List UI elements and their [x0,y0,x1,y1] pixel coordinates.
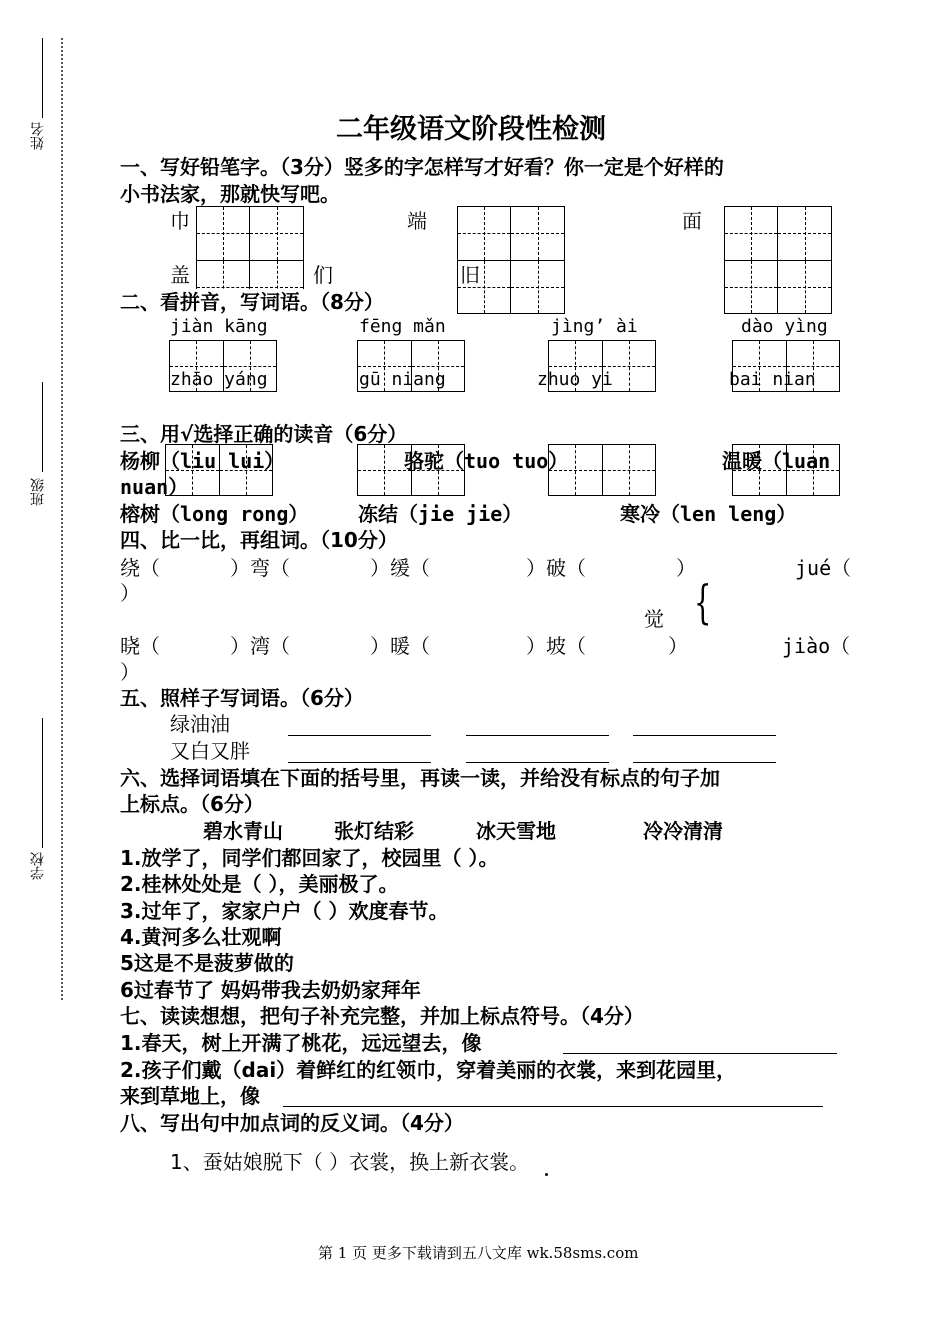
binding-dotted-line [61,38,63,1000]
s6-item-3: 3.过年了，家家户户（ ）欢度春节。 [120,899,449,923]
s5-blank-5[interactable] [466,762,609,763]
s5-example-1: 绿油油 [170,712,230,736]
s5-blank-2[interactable] [466,735,609,736]
s4-r2-xiao: 晓（ [120,634,160,658]
s7-item-1: 1.春天，树上开满了桃花，远远望去，像 [120,1031,482,1055]
s5-heading: 五、照样子写词语。（6分） [120,686,364,710]
page-footer: 第 1 页 更多下载请到五八文库 wk.58sms.com [318,1244,639,1262]
s2-pinyin-4: dào yìng [741,316,828,337]
s2-pinyin-2: fēng mǎn [359,316,446,337]
s4-r2-end: ） [120,660,140,684]
s6-item-1: 1.放学了，同学们都回家了，校园里（ ）。 [120,846,499,870]
s4-r2-jiao: jiào（ [782,634,851,658]
s1-char-men: 们 [313,263,333,287]
s3-option-wennuan-cont: nuan） [120,475,189,499]
s7-heading: 七、读读想想，把句子补充完整，并加上标点符号。（4分） [120,1004,644,1028]
s4-r1-close: ） [676,556,696,580]
name-label: 姓名 [30,122,46,150]
s6-word-4: 冷冷清清 [643,819,723,843]
s6-heading-line2: 上标点。（6分） [120,792,264,816]
s4-r1-end: ） [120,581,140,605]
s3-heading: 三、用√选择正确的读音（6分） [120,422,408,446]
s2-pinyin-7: zhuo yi [537,369,613,390]
s1-writing-grid-3[interactable] [724,206,832,314]
name-underline [42,38,43,118]
s1-char-jiu: 旧 [460,263,480,287]
s4-brace: { [693,575,712,629]
s6-heading-line1: 六、选择词语填在下面的括号里，再读一读，并给没有标点的句子加 [120,766,720,790]
s6-item-6: 6过春节了 妈妈带我去奶奶家拜年 [120,978,421,1002]
s2-pinyin-6: gū niang [359,369,446,390]
s4-r2-close: ） [668,634,688,658]
s3-option-hanleng: 寒冷（len leng） [620,502,797,526]
s3-option-rongshu: 榕树（long rong） [120,502,309,526]
s1-heading-line2: 小书法家，那就快写吧。 [120,182,340,206]
s4-r1-po: ）破（ [526,556,586,580]
s6-word-2: 张灯结彩 [334,819,414,843]
class-label: 班级 [30,478,46,506]
s1-char-gai: 盖 [170,263,190,287]
s1-char-jin: 巾 [170,209,190,233]
s5-example-2: 又白又胖 [170,739,250,763]
s5-blank-4[interactable] [288,762,431,763]
s3-option-wennuan: 温暖（luan [722,449,831,473]
s3-option-yangliu: 杨柳（liu lui） [120,449,285,473]
s7-item-2-line1: 2.孩子们戴（dai）着鲜红的红领巾，穿着美丽的衣裳，来到花园里， [120,1058,737,1082]
s4-r2-nuan: ）暖（ [370,634,430,658]
s1-char-mian: 面 [682,209,702,233]
school-underline [42,718,43,848]
s2-pinyin-1: jiàn kāng [170,316,268,337]
s3-option-dongjie: 冻结（jie jie） [358,502,523,526]
s4-r1-rao: 绕（ [120,556,160,580]
s4-r2-wan: ）湾（ [230,634,290,658]
s2-pinyin-5: zhāo yáng [170,369,268,390]
s5-blank-6[interactable] [633,762,776,763]
s6-item-4: 4.黄河多么壮观啊 [120,925,282,949]
s6-word-1: 碧水青山 [203,819,283,843]
s1-writing-grid-2[interactable] [457,206,565,314]
s4-r1-jue: jué（ [795,556,852,580]
s7-blank-1[interactable] [563,1053,837,1054]
s4-heading: 四、比一比，再组词。（10分） [120,528,398,552]
s5-blank-3[interactable] [633,735,776,736]
s4-r1-huan: ）缓（ [370,556,430,580]
s7-item-2-line2: 来到草地上，像 [120,1084,260,1108]
s1-heading-line1: 一、写好铅笔字。（3分）竖多的字怎样写才好看？你一定是个好样的 [120,155,724,179]
page-title: 二年级语文阶段性检测 [336,114,606,145]
s5-blank-1[interactable] [288,735,431,736]
s6-item-5: 5这是不是菠萝做的 [120,951,294,975]
s4-center-char: 觉 [644,607,664,631]
s6-item-2: 2.桂林处处是（ ），美丽极了。 [120,872,399,896]
class-underline [42,382,43,472]
s8-heading: 八、写出句中加点词的反义词。（4分） [120,1111,464,1135]
school-label: 学校 [30,852,46,880]
s7-blank-2[interactable] [283,1106,823,1107]
s3-option-luotuo: 骆驼（tuo tuo） [404,449,569,473]
s2-heading: 二、看拼音，写词语。（8分） [120,289,388,315]
s2-pinyin-8: bai nian [729,369,816,390]
s8-item-1: 1、蚕姑娘脱下（ ）衣裳，换上新衣裳。 [170,1150,530,1174]
s4-r2-po: ）坡（ [526,634,586,658]
s2-pinyin-3: jìng’ ài [551,316,638,337]
s6-word-3: 冰天雪地 [476,819,556,843]
emphasis-dot [545,1173,548,1176]
s4-r1-wan: ）弯（ [230,556,290,580]
s1-char-duan: 端 [407,209,427,233]
